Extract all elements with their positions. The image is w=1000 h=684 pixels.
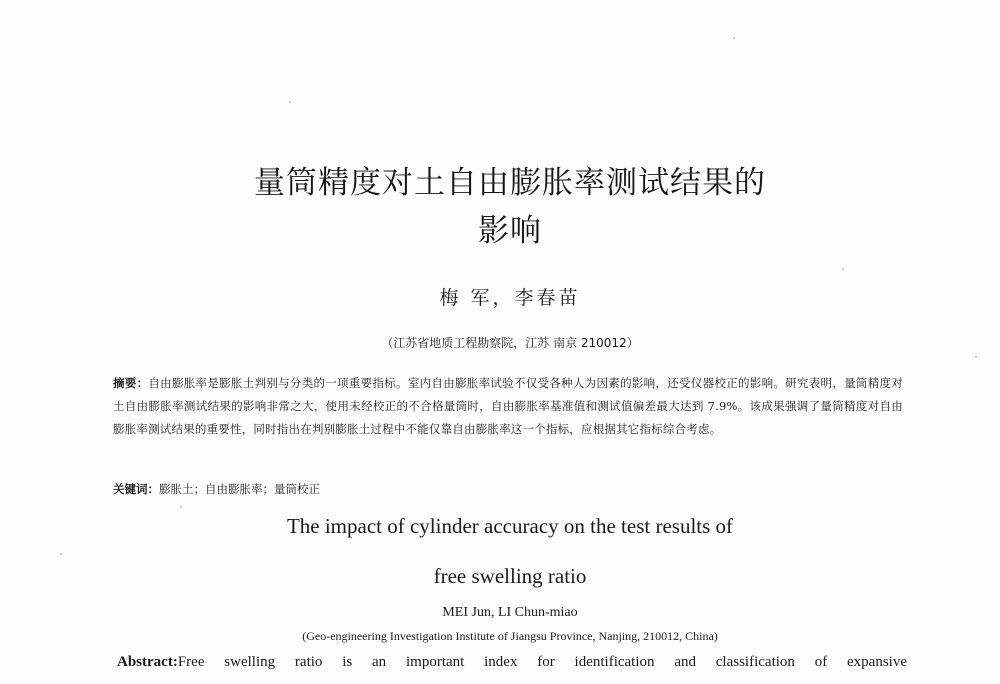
scan-speck bbox=[289, 101, 291, 103]
chinese-keywords-label: 关键词： bbox=[113, 482, 159, 496]
english-abstract-label: Abstract: bbox=[117, 654, 178, 670]
english-abstract bbox=[117, 654, 907, 671]
scan-speck bbox=[842, 268, 844, 270]
chinese-abstract-label: 摘要： bbox=[113, 376, 149, 390]
chinese-affiliation: （江苏省地质工程勘察院，江苏 南京 210012） bbox=[381, 336, 639, 350]
english-title-line-1: The impact of cylinder accuracy on the test results of bbox=[286, 514, 734, 538]
chinese-abstract-text: 自由膨胀率是膨胀土判别与分类的一项重要指标。室内自由膨胀率试验不仅受各种人为因素的影响，还受仪器校正的影响。研究表明，量筒精度对土自由膨胀率测试结果的影响非常之大，使用未经校正的不合格量筒时，自由膨胀率基准值和测试值偏差最大达到 7.9%。该成果强调了量筒精度对自由膨胀率测试结果的重要性，同时指出在判别膨胀土过程中不能仅靠自由膨胀率这一个指标，应根据其它指标综合考虑。 bbox=[113, 376, 903, 436]
chinese-title-line-2: 影响 bbox=[478, 213, 542, 249]
english-title-line-2: free swelling ratio bbox=[433, 564, 587, 588]
chinese-title-line-1: 量筒精度对土自由膨胀率测试结果的 bbox=[254, 165, 766, 201]
chinese-authors: 梅 军，李春苗 bbox=[439, 287, 581, 309]
scan-speck bbox=[60, 553, 62, 555]
english-affiliation: (Geo-engineering Investigation Institute of Jiangsu Province, Nanjing, 210012, China) bbox=[302, 629, 718, 643]
scan-speck bbox=[180, 506, 182, 508]
chinese-keywords-text: 膨胀土；自由膨胀率；量筒校正 bbox=[159, 482, 320, 496]
chinese-abstract bbox=[113, 372, 903, 441]
english-authors: MEI Jun, LI Chun-miao bbox=[442, 605, 578, 620]
scan-speck bbox=[733, 37, 735, 39]
scan-speck bbox=[975, 356, 977, 358]
chinese-keywords bbox=[113, 481, 903, 497]
english-abstract-text: Free swelling ratio is an important index for identification and classification of expansive bbox=[177, 654, 907, 670]
